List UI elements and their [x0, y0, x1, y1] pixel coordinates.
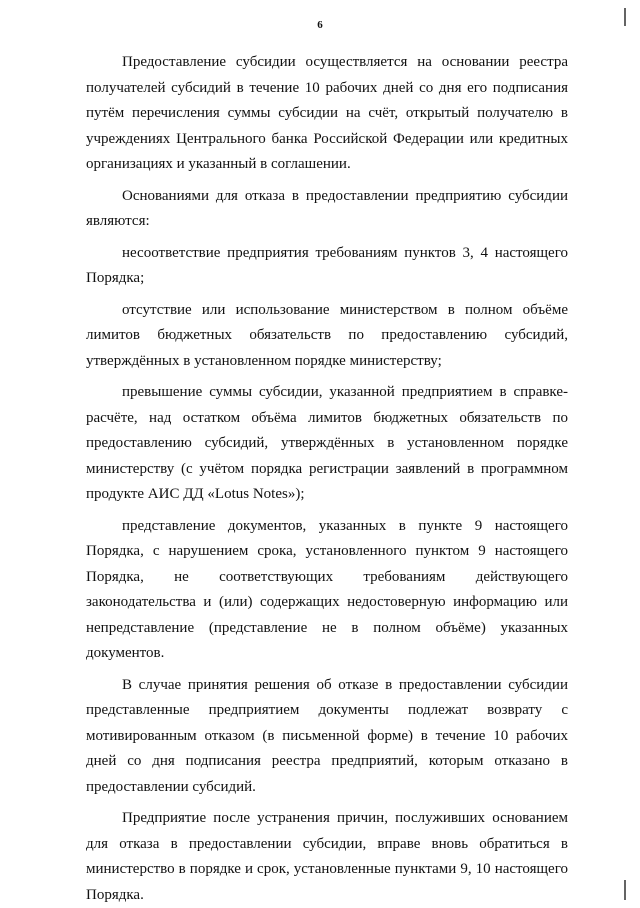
document-body	[86, 50, 568, 908]
paragraph-subsidy-provision: Предоставление субсидии осуществляется на основании реестра получателей субсидий в течение 10 рабочих дней со дня его подписания путём перечисления суммы субсидии на счёт, открытый получателю в учреждениях Центрального банка Российской Федерации или кредитных организациях и указанный в соглашении.	[86, 54, 568, 172]
paragraph-refusal-return: В случае принятия решения об отказе в предоставлении субсидии представленные предприятием документы подлежат возврату с мотивированным отказом (в письменной форме) в течение 10 рабочих дней со дня подписания реестра предприятий, которым отказано в предоставлении субсидий.	[86, 676, 568, 795]
paragraph-ground-limits: отсутствие или использование министерством в полном объёме лимитов бюджетных обязательств по предоставлению субсидий, утверждённых в установленном порядке министерству;	[86, 301, 568, 369]
paragraph-refusal-grounds: Основаниями для отказа в предоставлении предприятию субсидии являются:	[86, 187, 568, 229]
paragraph-ground-noncompliance: несоответствие предприятия требованиям пунктов 3, 4 настоящего Порядка;	[86, 244, 568, 286]
paragraph-reapplication: Предприятие после устранения причин, послуживших основанием для отказа в предоставлении субсидии, вправе вновь обратиться в министерство в порядке и срок, установленные пунктами 9, 10 настоящего Порядка.	[86, 810, 568, 903]
paragraph-ground-excess: превышение суммы субсидии, указанной предприятием в справке-расчёте, над остатком объёма лимитов бюджетных обязательств по предоставлению субсидий, утверждённых в установленном порядке министерству (с учётом порядка регистрации заявлений в программном продукте АИС ДД «Lotus Notes»);	[86, 384, 568, 502]
paragraph-ground-documents: представление документов, указанных в пункте 9 настоящего Порядка, с нарушением срока, установленного пунктом 9 настоящего Порядка, не соответствующих требованиям действующего законодательства и (или) содержащих недостоверную информацию или непредставление (представление не в полном объёме) указанных документов.	[86, 517, 568, 661]
page-number: 6	[317, 19, 323, 31]
scan-edge-mark-bottom	[624, 880, 626, 900]
